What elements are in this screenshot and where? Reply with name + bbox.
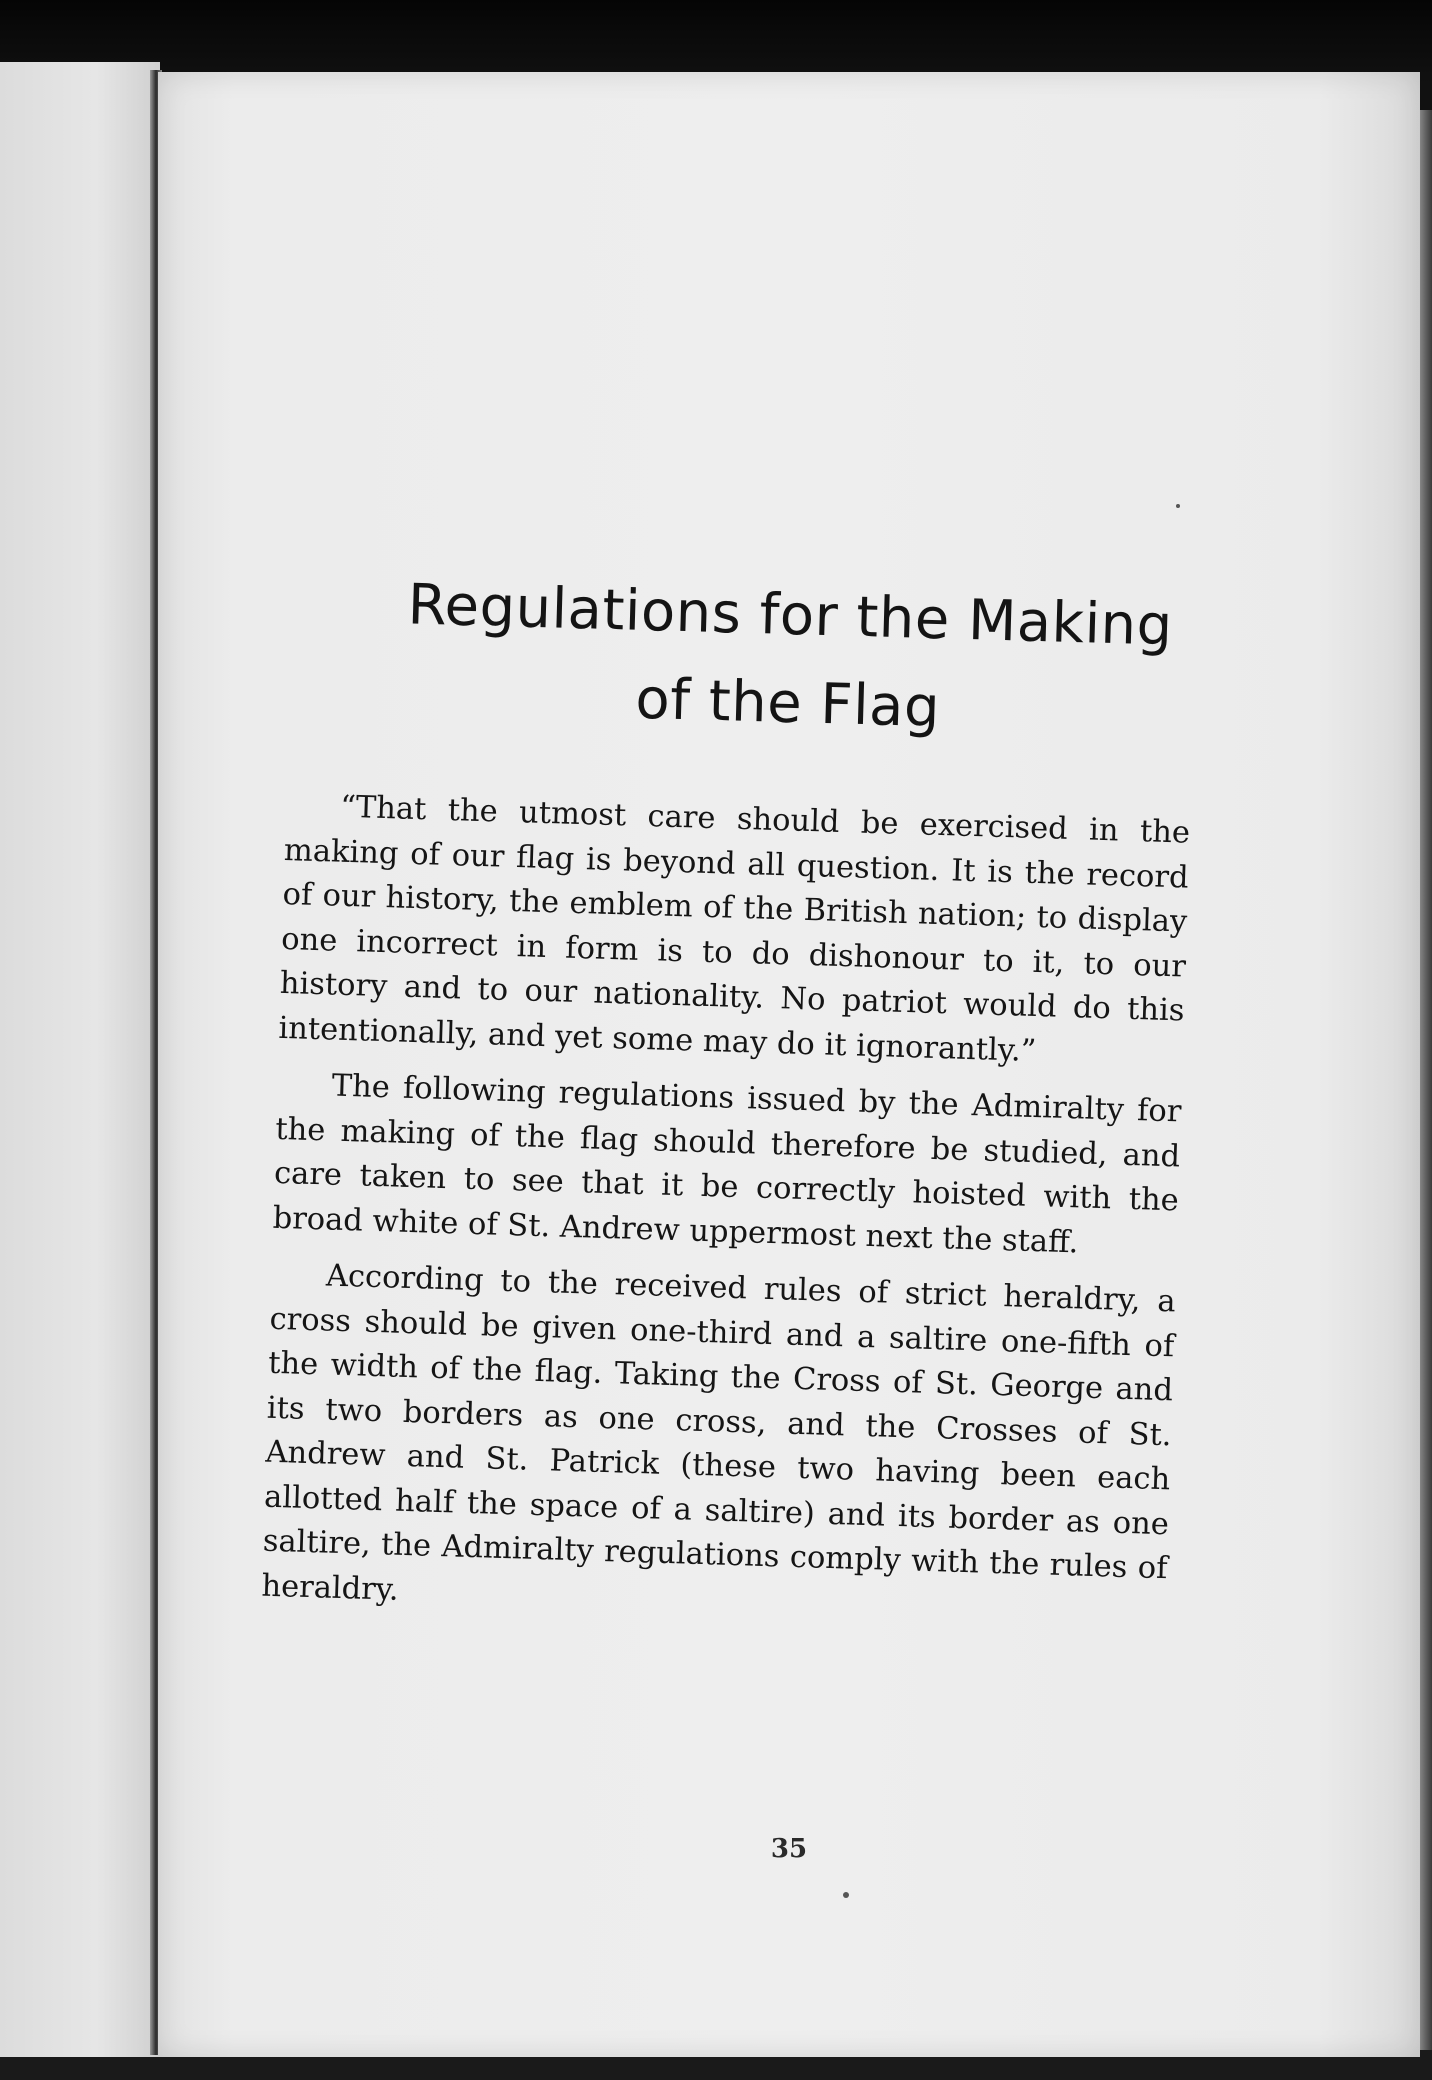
title-line-1: Regulations for the Making: [406, 572, 1174, 659]
body-text: [260, 784, 1190, 1648]
book-page: [158, 72, 1420, 2057]
page-title: [156, 554, 1422, 765]
dust-speck: [1176, 504, 1180, 508]
title-line-2: of the Flag: [634, 666, 941, 741]
paragraph-heraldry: According to the received rules of strict heraldry, a cross should be given one-third and a saltire one-fifth of the width of the flag. Taking the Cross of St. George and its two borders as one cross, and the Crosses of St. Andrew and St. Patrick (these two having been each allotted half the space of a saltire) and its border as one saltire, the Admiralty regulations comply with the rules of heraldry.: [260, 1258, 1177, 1608]
paragraph-regulations: The following regulations issued by the Admiralty for the making of the flag should therefore be studied, and care taken to see that it be correctly hoisted with the broad white of St. Andrew uppermost next the staff.: [272, 1068, 1182, 1260]
page-number: 35: [770, 1834, 808, 1864]
previous-page-edge: [0, 62, 160, 2057]
paragraph-quote: “That the utmost care should be exercised in the making of our flag is beyond all question. It is the record of our history, the emblem of the British nation; to display one incorrect in form is to do dishonour to it, to our history and to our nationality. No patriot would do this intentionally, and yet some may do it ignorantly.”: [278, 789, 1191, 1069]
dust-speck: [843, 1892, 849, 1898]
